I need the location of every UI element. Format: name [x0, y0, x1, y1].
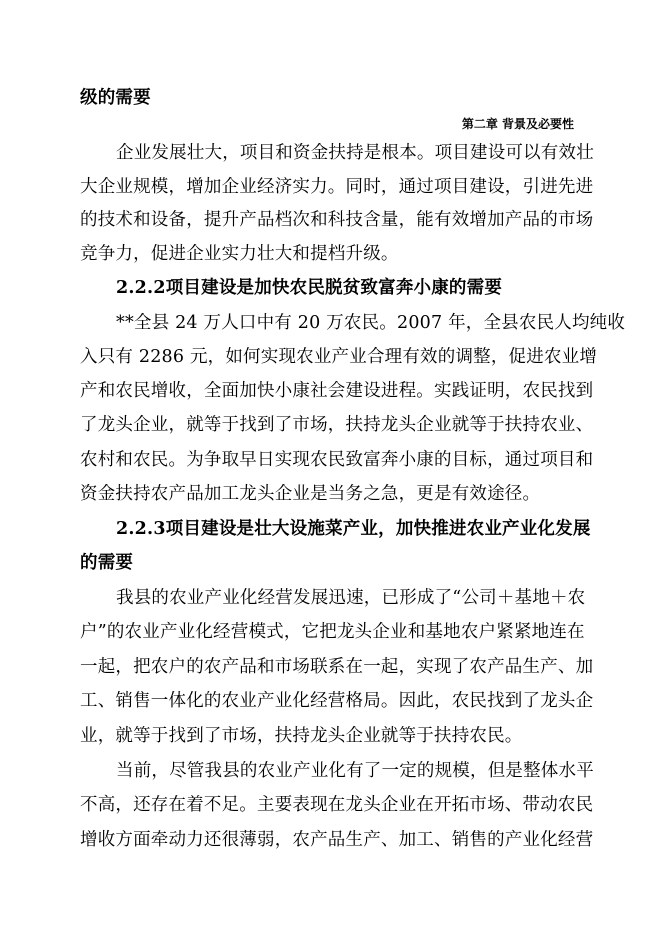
- para1-line-3: 的技术和设备，提升产品档次和科技含量，能有效增加产品的市场: [80, 210, 594, 230]
- para2-line-1: **全县 24 万人口中有 20 万农民。2007 年，全县农民人均纯收: [116, 313, 626, 333]
- para1-line-2: 大企业规模，增加企业经济实力。同时，通过项目建设，引进先进: [80, 177, 594, 197]
- para4-line-1: 当前，尽管我县的农业产业化有了一定的规模，但是整体水平: [116, 761, 594, 781]
- para3-line-4: 工、销售一体化的农业产业化经营格局。因此，农民找到了龙头企: [80, 691, 594, 711]
- para3-line-1: 我县的农业产业化经营发展迅速，已形成了“公司＋基地＋农: [116, 588, 586, 608]
- para4-line-3: 增收方面牵动力还很薄弱，农产品生产、加工、销售的产业化经营: [80, 830, 594, 850]
- para3-line-2: 户”的农业产业化经营模式，它把龙头企业和基地农户紧紧地连在: [80, 622, 585, 642]
- section-heading-2-2-3-line-2: 的需要: [80, 553, 134, 573]
- para3-line-3: 一起，把农户的农产品和市场联系在一起，实现了农产品生产、加: [80, 657, 594, 677]
- para2-line-5: 农村和农民。为争取早日实现农民致富奔小康的目标，通过项目和: [80, 450, 594, 470]
- para2-line-3: 产和农民增收，全面加快小康社会建设进程。实践证明，农民找到: [80, 381, 594, 401]
- para4-line-2: 不高，还存在着不足。主要表现在龙头企业在开拓市场、带动农民: [80, 795, 594, 815]
- section-heading-2-2-2: 2.2.2项目建设是加快农民脱贫致富奔小康的需要: [116, 278, 503, 298]
- para2-line-6: 资金扶持农产品加工龙头企业是当务之急，更是有效途径。: [80, 484, 541, 504]
- section-heading-2-2-3-line-1: 2.2.3项目建设是壮大设施菜产业，加快推进农业产业化发展: [116, 519, 591, 539]
- para1-line-4: 竞争力，促进企业实力壮大和提档升级。: [80, 244, 399, 264]
- para2-line-4: 了龙头企业，就等于找到了市场，扶持龙头企业就等于扶持农业、: [80, 415, 594, 435]
- para2-line-2: 入只有 2286 元，如何实现农业产业合理有效的调整，促进农业增: [80, 347, 598, 367]
- para3-line-5: 业，就等于找到了市场，扶持龙头企业就等于扶持农民。: [80, 726, 523, 746]
- heading-continuation: 级的需要: [80, 88, 151, 108]
- chapter-header: 第二章 背景及必要性: [461, 117, 574, 131]
- para1-line-1: 企业发展壮大，项目和资金扶持是根本。项目建设可以有效壮: [116, 143, 594, 163]
